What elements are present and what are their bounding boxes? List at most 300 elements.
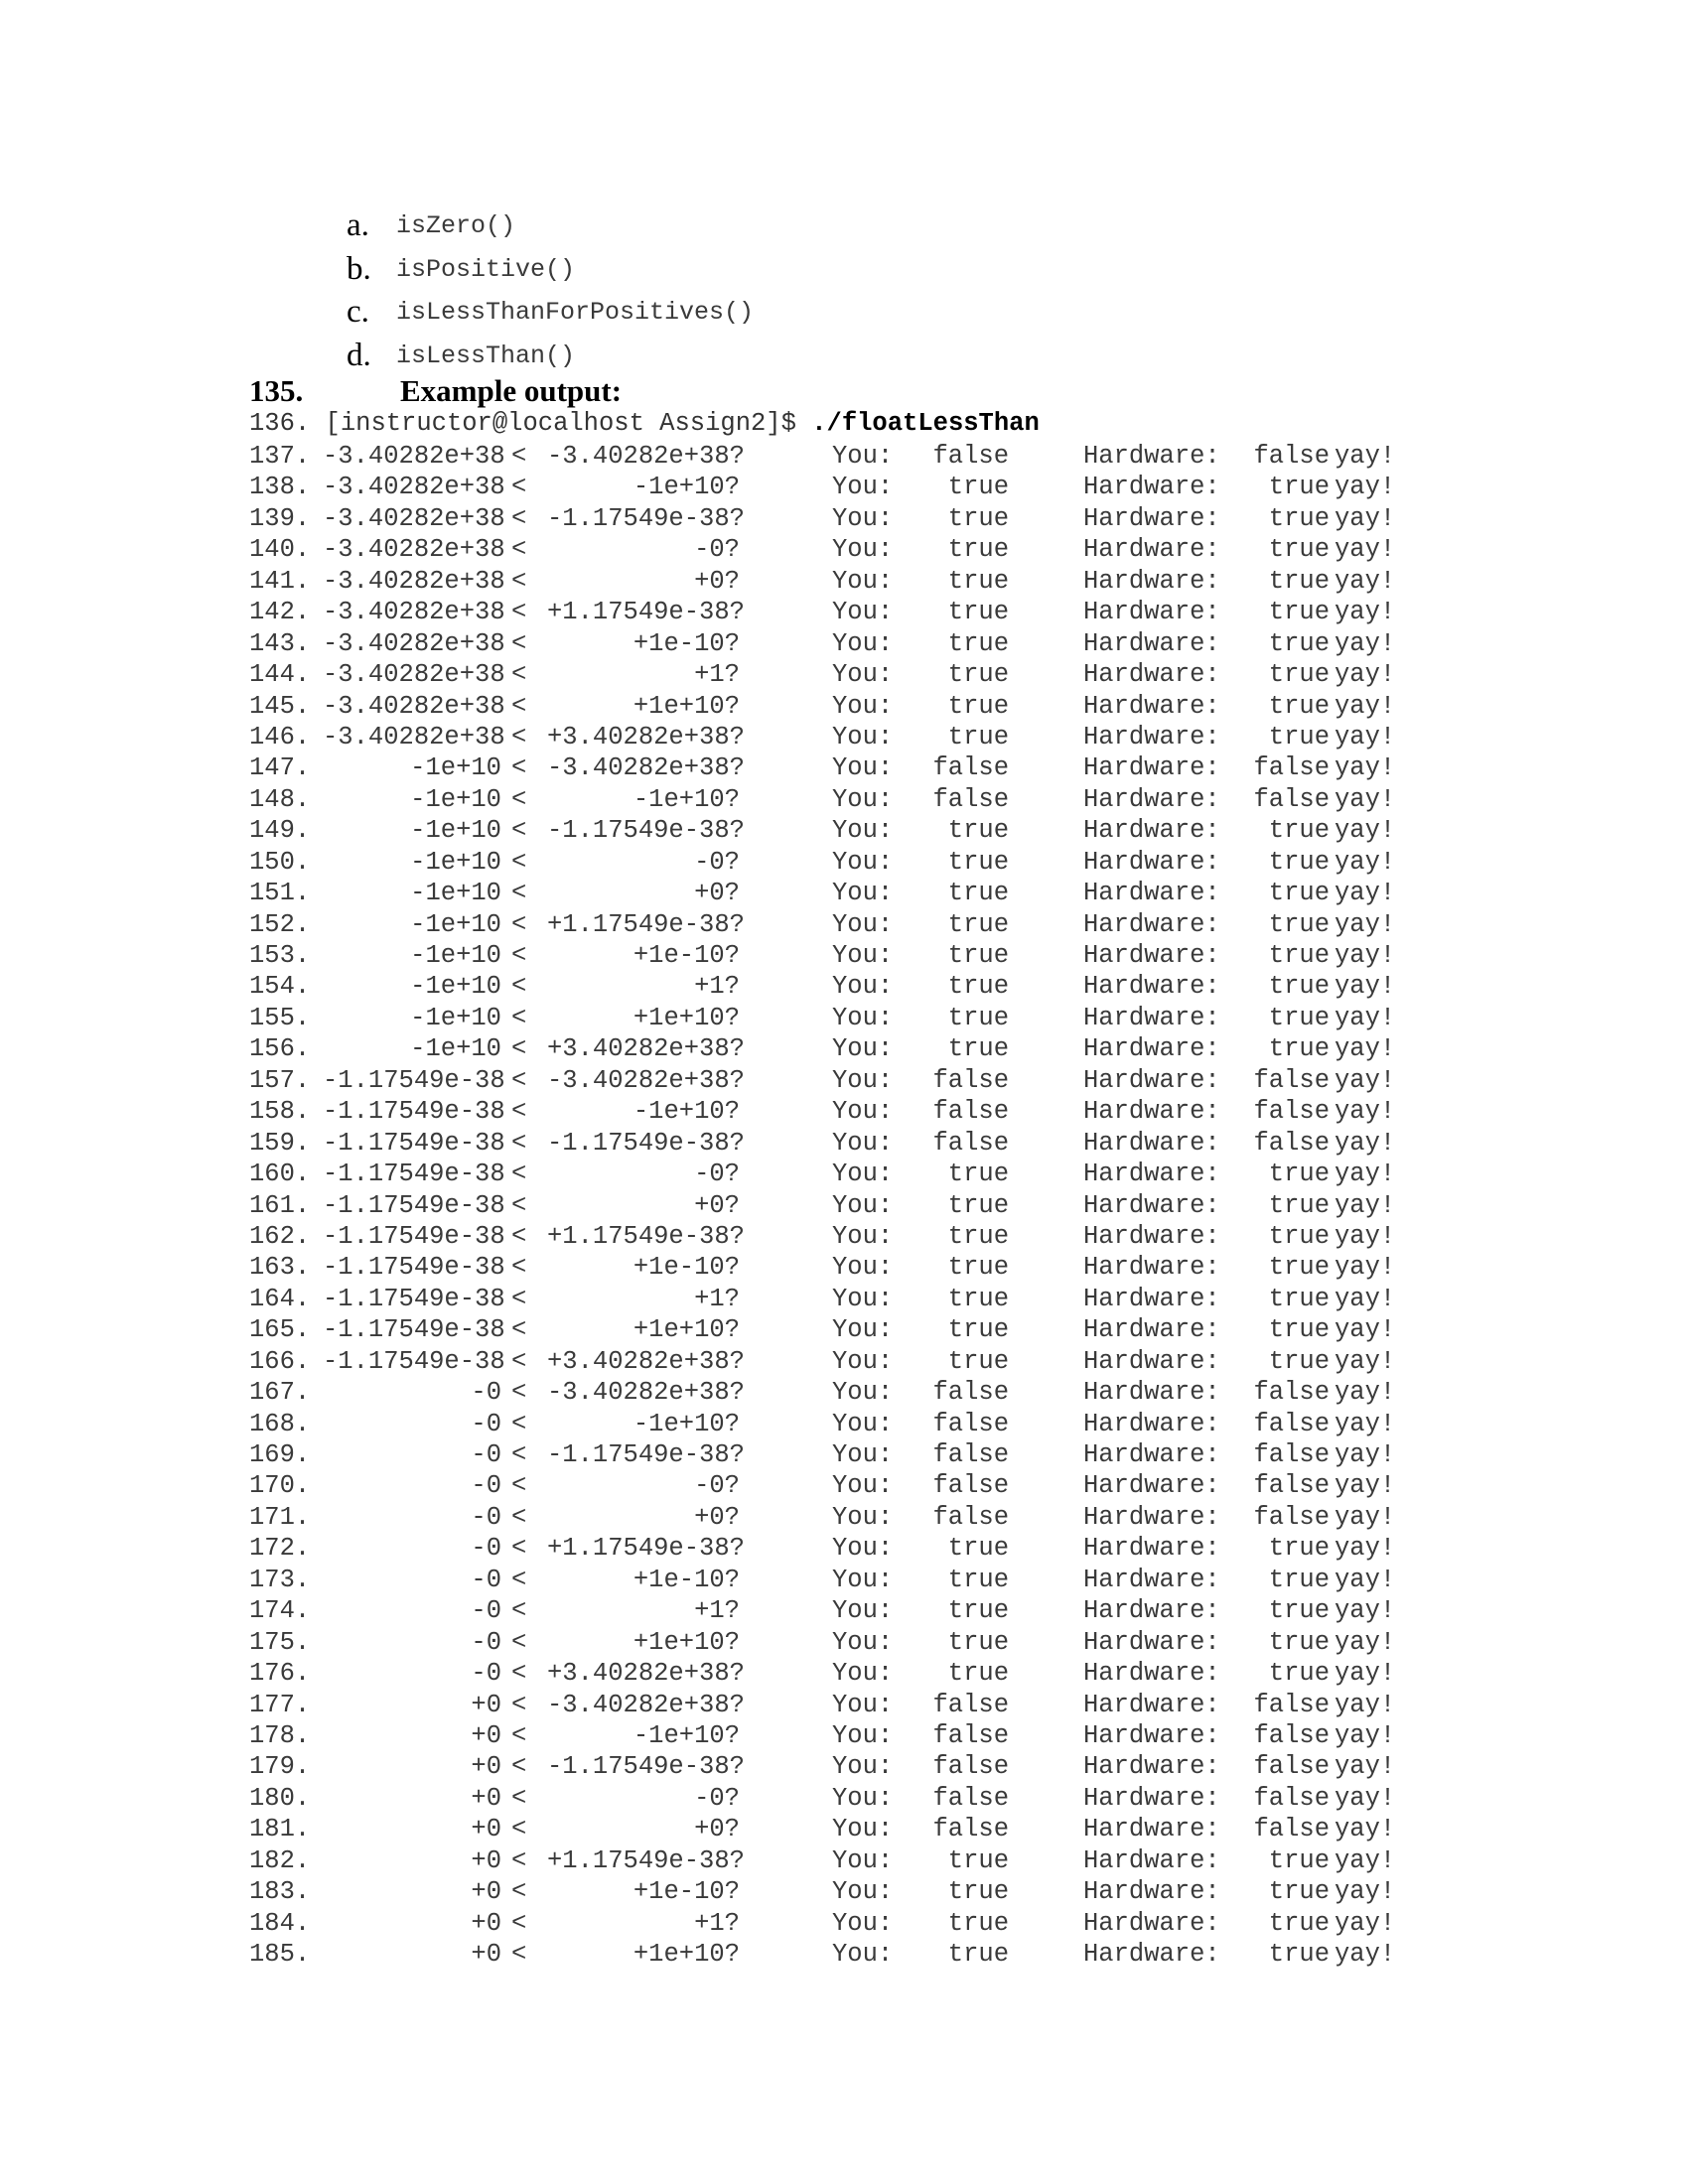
you-label: You: [832,1815,894,1844]
yay-label: yay! [1335,1908,1396,1938]
you-label: You: [832,1783,894,1813]
you-result: false [932,1378,1009,1408]
you-result: true [947,566,1009,596]
less-than-symbol: < [511,1596,527,1626]
you-result: false [932,1128,1009,1158]
less-than-symbol: < [511,1190,527,1220]
right-operand: -1.17549e-38? [547,816,745,846]
hardware-label: Hardware: [1083,753,1220,783]
you-label: You: [832,1378,894,1408]
hardware-result: true [1268,1003,1330,1032]
item-code: isZero() [396,211,516,241]
you-result: false [932,442,1009,471]
you-result: true [947,1627,1009,1657]
yay-label: yay! [1335,628,1396,658]
you-result: true [947,941,1009,970]
you-result: true [947,722,1009,751]
left-operand: -1.17549e-38 [323,1065,505,1095]
left-operand: -0 [471,1471,501,1501]
yay-label: yay! [1335,1160,1396,1189]
right-operand: +1.17549e-38? [547,598,745,627]
you-result: true [947,879,1009,908]
right-operand: -1e+10? [633,473,740,502]
hardware-label: Hardware: [1083,1783,1220,1813]
hardware-label: Hardware: [1083,1908,1220,1938]
yay-label: yay! [1335,1659,1396,1689]
right-operand: -0? [694,535,740,565]
yay-label: yay! [1335,1877,1396,1907]
right-operand: -3.40282e+38? [547,442,745,471]
hardware-result: true [1268,1160,1330,1189]
line-number: 167. [249,1378,311,1408]
right-operand: +0? [694,879,740,908]
line-number: 139. [249,503,311,533]
you-result: true [947,1003,1009,1032]
you-label: You: [832,1065,894,1095]
hardware-label: Hardware: [1083,1440,1220,1469]
less-than-symbol: < [511,566,527,596]
you-result: true [947,1221,1009,1251]
you-label: You: [832,722,894,751]
you-label: You: [832,1034,894,1064]
yay-label: yay! [1335,1815,1396,1844]
hardware-result: true [1268,566,1330,596]
line-number: 173. [249,1565,311,1594]
yay-label: yay! [1335,1003,1396,1032]
hardware-result: true [1268,1565,1330,1594]
right-operand: +0? [694,1190,740,1220]
you-result: true [947,473,1009,502]
hardware-label: Hardware: [1083,1315,1220,1345]
hardware-label: Hardware: [1083,503,1220,533]
item-letter: b. [347,250,371,287]
hardware-label: Hardware: [1083,1940,1220,1969]
less-than-symbol: < [511,1003,527,1032]
line-number: 163. [249,1253,311,1283]
left-operand: +0 [471,1845,501,1875]
you-label: You: [832,972,894,1002]
left-operand: -0 [471,1565,501,1594]
hardware-result: true [1268,816,1330,846]
you-label: You: [832,909,894,939]
left-operand: -1.17549e-38 [323,1221,505,1251]
less-than-symbol: < [511,473,527,502]
line-number: 141. [249,566,311,596]
you-label: You: [832,816,894,846]
right-operand: +1? [694,1908,740,1938]
hardware-result: false [1253,1097,1330,1127]
hardware-result: true [1268,691,1330,721]
hardware-result: true [1268,1659,1330,1689]
hardware-label: Hardware: [1083,972,1220,1002]
yay-label: yay! [1335,1783,1396,1813]
hardware-label: Hardware: [1083,1565,1220,1594]
hardware-result: true [1268,1845,1330,1875]
hardware-result: true [1268,473,1330,502]
line-number: 140. [249,535,311,565]
you-result: true [947,503,1009,533]
line-number: 145. [249,691,311,721]
left-operand: +0 [471,1720,501,1750]
hardware-label: Hardware: [1083,442,1220,471]
left-operand: +0 [471,1815,501,1844]
you-result: false [932,1097,1009,1127]
line-number: 185. [249,1940,311,1969]
line-number: 180. [249,1783,311,1813]
yay-label: yay! [1335,503,1396,533]
yay-label: yay! [1335,784,1396,814]
right-operand: +0? [694,566,740,596]
left-operand: -1.17549e-38 [323,1253,505,1283]
you-label: You: [832,1690,894,1719]
you-result: true [947,1877,1009,1907]
left-operand: +0 [471,1783,501,1813]
left-operand: -3.40282e+38 [323,660,505,690]
hardware-result: true [1268,1877,1330,1907]
right-operand: +1e+10? [633,1940,740,1969]
hardware-result: false [1253,1471,1330,1501]
you-result: true [947,1284,1009,1313]
right-operand: +1e-10? [633,628,740,658]
less-than-symbol: < [511,879,527,908]
line-number: 153. [249,941,311,970]
line-number: 176. [249,1659,311,1689]
left-operand: -3.40282e+38 [323,722,505,751]
right-operand: +0? [694,1815,740,1844]
item-code: isPositive() [396,254,576,284]
less-than-symbol: < [511,1908,527,1938]
right-operand: +3.40282e+38? [547,1034,745,1064]
hardware-label: Hardware: [1083,1034,1220,1064]
item-code: isLessThanForPositives() [396,298,755,328]
yay-label: yay! [1335,535,1396,565]
hardware-label: Hardware: [1083,473,1220,502]
hardware-label: Hardware: [1083,1346,1220,1376]
hardware-label: Hardware: [1083,941,1220,970]
left-operand: -0 [471,1659,501,1689]
right-operand: +1e-10? [633,1877,740,1907]
yay-label: yay! [1335,473,1396,502]
you-label: You: [832,1877,894,1907]
yay-label: yay! [1335,941,1396,970]
less-than-symbol: < [511,1409,527,1438]
you-result: true [947,1160,1009,1189]
right-operand: -1.17549e-38? [547,503,745,533]
you-label: You: [832,503,894,533]
hardware-result: false [1253,1065,1330,1095]
right-operand: +1e+10? [633,1627,740,1657]
section-heading [249,373,622,409]
hardware-label: Hardware: [1083,1471,1220,1501]
right-operand: +3.40282e+38? [547,722,745,751]
less-than-symbol: < [511,1440,527,1469]
left-operand: -0 [471,1440,501,1469]
you-label: You: [832,1003,894,1032]
yay-label: yay! [1335,1720,1396,1750]
less-than-symbol: < [511,941,527,970]
you-label: You: [832,566,894,596]
hardware-label: Hardware: [1083,1845,1220,1875]
item-code: isLessThan() [396,341,576,370]
you-result: true [947,1253,1009,1283]
yay-label: yay! [1335,879,1396,908]
right-operand: +3.40282e+38? [547,1346,745,1376]
hardware-label: Hardware: [1083,1128,1220,1158]
hardware-result: false [1253,1690,1330,1719]
less-than-symbol: < [511,816,527,846]
hardware-result: false [1253,442,1330,471]
right-operand: -1.17549e-38? [547,1440,745,1469]
you-result: true [947,816,1009,846]
you-result: false [932,1815,1009,1844]
you-result: true [947,1565,1009,1594]
list-item [347,335,754,378]
you-label: You: [832,1097,894,1127]
line-number: 136. [249,409,311,438]
line-number: 179. [249,1752,311,1782]
line-number: 172. [249,1534,311,1564]
right-operand: -1e+10? [633,1720,740,1750]
hardware-result: true [1268,1034,1330,1064]
hardware-result: true [1268,1908,1330,1938]
line-number: 143. [249,628,311,658]
yay-label: yay! [1335,1752,1396,1782]
less-than-symbol: < [511,1502,527,1532]
right-operand: +1e-10? [633,941,740,970]
you-label: You: [832,941,894,970]
right-operand: +0? [694,1502,740,1532]
you-label: You: [832,442,894,471]
line-number: 158. [249,1097,311,1127]
you-result: false [932,1409,1009,1438]
hardware-label: Hardware: [1083,1284,1220,1313]
hardware-result: false [1253,1440,1330,1469]
left-operand: -1.17549e-38 [323,1097,505,1127]
you-result: true [947,1659,1009,1689]
less-than-symbol: < [511,909,527,939]
you-result: false [932,784,1009,814]
yay-label: yay! [1335,972,1396,1002]
heading-text: Example output: [400,373,623,408]
hardware-result: true [1268,628,1330,658]
right-operand: -1.17549e-38? [547,1128,745,1158]
you-label: You: [832,1940,894,1969]
less-than-symbol: < [511,1815,527,1844]
you-label: You: [832,1659,894,1689]
hardware-label: Hardware: [1083,1534,1220,1564]
you-label: You: [832,1596,894,1626]
hardware-result: true [1268,503,1330,533]
right-operand: -0? [694,1783,740,1813]
you-label: You: [832,660,894,690]
hardware-label: Hardware: [1083,1378,1220,1408]
hardware-label: Hardware: [1083,598,1220,627]
yay-label: yay! [1335,1845,1396,1875]
less-than-symbol: < [511,1752,527,1782]
yay-label: yay! [1335,1065,1396,1095]
less-than-symbol: < [511,972,527,1002]
hardware-label: Hardware: [1083,1097,1220,1127]
less-than-symbol: < [511,1221,527,1251]
hardware-result: false [1253,1128,1330,1158]
less-than-symbol: < [511,1160,527,1189]
right-operand: -1e+10? [633,1409,740,1438]
you-label: You: [832,1440,894,1469]
you-result: true [947,628,1009,658]
less-than-symbol: < [511,784,527,814]
hardware-result: false [1253,753,1330,783]
heading-number: 135. [249,373,304,408]
line-number: 165. [249,1315,311,1345]
left-operand: -1.17549e-38 [323,1284,505,1313]
line-number: 151. [249,879,311,908]
you-result: true [947,535,1009,565]
right-operand: +1? [694,1596,740,1626]
less-than-symbol: < [511,1690,527,1719]
hardware-label: Hardware: [1083,1720,1220,1750]
you-result: true [947,1908,1009,1938]
you-label: You: [832,1160,894,1189]
hardware-result: true [1268,1253,1330,1283]
right-operand: +1.17549e-38? [547,1534,745,1564]
you-result: true [947,1346,1009,1376]
line-number: 169. [249,1440,311,1469]
less-than-symbol: < [511,1034,527,1064]
hardware-result: false [1253,1409,1330,1438]
you-label: You: [832,1409,894,1438]
less-than-symbol: < [511,1284,527,1313]
left-operand: -3.40282e+38 [323,691,505,721]
less-than-symbol: < [511,1128,527,1158]
less-than-symbol: < [511,1378,527,1408]
less-than-symbol: < [511,598,527,627]
hardware-label: Hardware: [1083,1659,1220,1689]
right-operand: +1e-10? [633,1253,740,1283]
yay-label: yay! [1335,1190,1396,1220]
left-operand: -0 [471,1378,501,1408]
you-label: You: [832,473,894,502]
less-than-symbol: < [511,660,527,690]
yay-label: yay! [1335,1128,1396,1158]
left-operand: -0 [471,1596,501,1626]
left-operand: -1.17549e-38 [323,1160,505,1189]
you-result: true [947,1034,1009,1064]
left-operand: +0 [471,1877,501,1907]
left-operand: -3.40282e+38 [323,628,505,658]
left-operand: -1.17549e-38 [323,1346,505,1376]
you-label: You: [832,1190,894,1220]
yay-label: yay! [1335,1315,1396,1345]
line-number: 184. [249,1908,311,1938]
hardware-result: true [1268,660,1330,690]
left-operand: -1e+10 [410,909,501,939]
you-result: false [932,1440,1009,1469]
right-operand: -3.40282e+38? [547,1065,745,1095]
you-result: false [932,1752,1009,1782]
hardware-result: true [1268,1221,1330,1251]
line-number: 168. [249,1409,311,1438]
you-result: false [932,753,1009,783]
hardware-result: true [1268,535,1330,565]
less-than-symbol: < [511,722,527,751]
you-label: You: [832,1221,894,1251]
line-number: 147. [249,753,311,783]
item-letter: d. [347,337,371,373]
yay-label: yay! [1335,1346,1396,1376]
line-number: 175. [249,1627,311,1657]
less-than-symbol: < [511,1534,527,1564]
yay-label: yay! [1335,566,1396,596]
yay-label: yay! [1335,909,1396,939]
you-label: You: [832,535,894,565]
you-label: You: [832,1284,894,1313]
line-number: 148. [249,784,311,814]
you-label: You: [832,753,894,783]
right-operand: -1e+10? [633,784,740,814]
list-item [347,248,754,292]
line-number: 166. [249,1346,311,1376]
hardware-result: true [1268,972,1330,1002]
line-number: 181. [249,1815,311,1844]
left-operand: -1e+10 [410,847,501,877]
you-label: You: [832,1720,894,1750]
hardware-result: false [1253,1752,1330,1782]
hardware-label: Hardware: [1083,1253,1220,1283]
hardware-result: true [1268,1315,1330,1345]
left-operand: -1e+10 [410,879,501,908]
hardware-label: Hardware: [1083,816,1220,846]
yay-label: yay! [1335,1378,1396,1408]
right-operand: -3.40282e+38? [547,1690,745,1719]
you-label: You: [832,1128,894,1158]
line-number: 142. [249,598,311,627]
you-label: You: [832,879,894,908]
hardware-label: Hardware: [1083,1815,1220,1844]
line-number: 146. [249,722,311,751]
hardware-result: true [1268,847,1330,877]
left-operand: -1e+10 [410,972,501,1002]
you-result: false [932,1690,1009,1719]
hardware-label: Hardware: [1083,1627,1220,1657]
hardware-label: Hardware: [1083,1502,1220,1532]
right-operand: -1e+10? [633,1097,740,1127]
you-result: true [947,1534,1009,1564]
yay-label: yay! [1335,1284,1396,1313]
left-operand: -1e+10 [410,1003,501,1032]
line-number: 161. [249,1190,311,1220]
right-operand: +1.17549e-38? [547,1845,745,1875]
line-number: 160. [249,1160,311,1189]
hardware-result: false [1253,1815,1330,1844]
you-label: You: [832,598,894,627]
left-operand: -1.17549e-38 [323,1128,505,1158]
less-than-symbol: < [511,1471,527,1501]
line-number: 155. [249,1003,311,1032]
hardware-label: Hardware: [1083,1221,1220,1251]
hardware-label: Hardware: [1083,1190,1220,1220]
left-operand: +0 [471,1690,501,1719]
you-label: You: [832,847,894,877]
less-than-symbol: < [511,1845,527,1875]
right-operand: -0? [694,847,740,877]
line-number: 157. [249,1065,311,1095]
yay-label: yay! [1335,1940,1396,1969]
right-operand: +3.40282e+38? [547,1659,745,1689]
shell-prompt: [instructor@localhost Assign2]$ [325,409,812,438]
hardware-result: true [1268,879,1330,908]
you-result: true [947,1190,1009,1220]
right-operand: +1e+10? [633,691,740,721]
